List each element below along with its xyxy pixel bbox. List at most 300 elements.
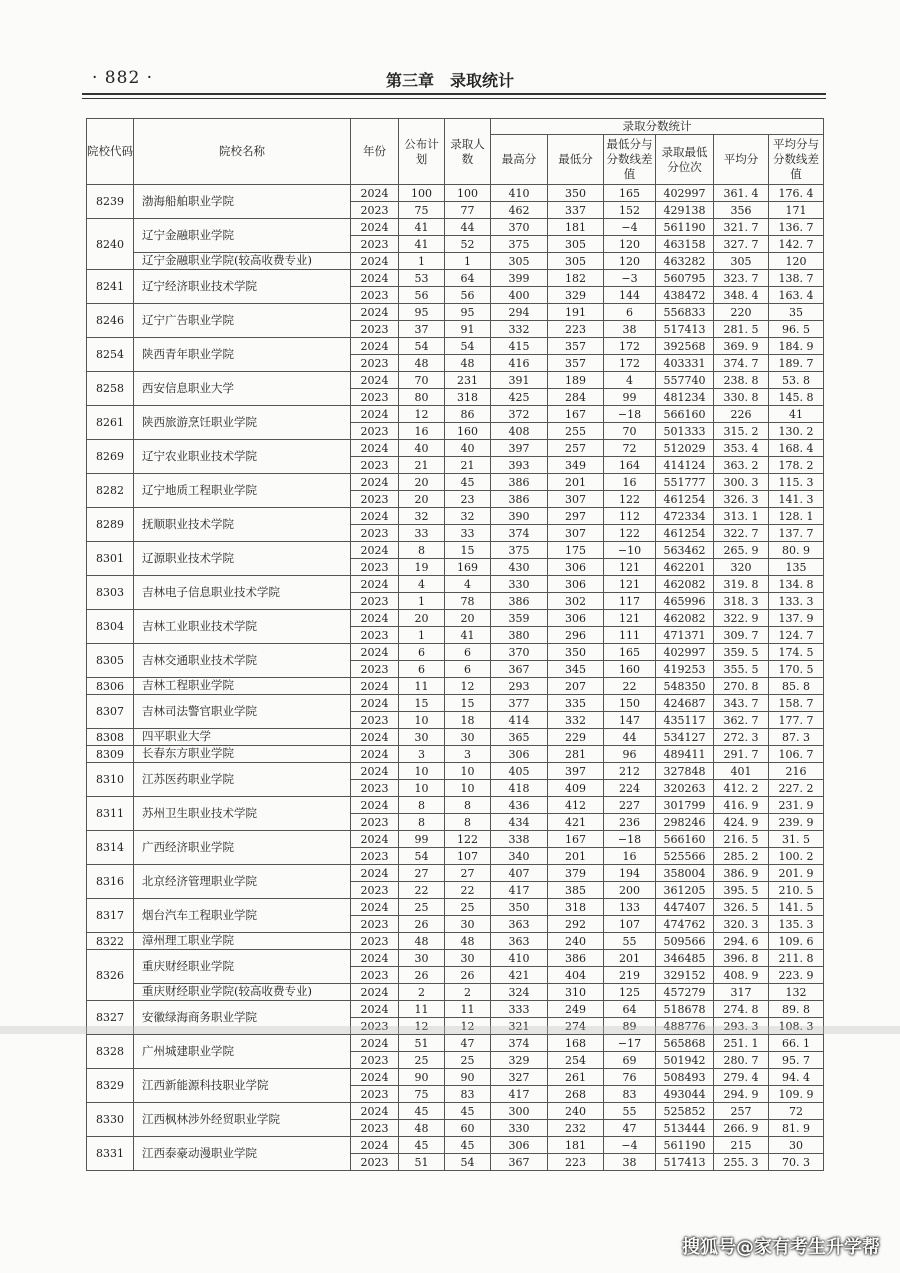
- cell-min: 189: [548, 372, 604, 389]
- cell-max: 306: [491, 746, 548, 763]
- cell-rank: 346485: [656, 950, 714, 967]
- cell-max: 321: [491, 1018, 548, 1035]
- cell-diff: 4: [604, 372, 656, 389]
- cell-plan: 1: [399, 627, 445, 644]
- cell-plan: 10: [399, 780, 445, 797]
- cell-rank: 566160: [656, 831, 714, 848]
- college-name: 陕西旅游烹饪职业学院: [134, 406, 351, 440]
- cell-max: 462: [491, 202, 548, 219]
- cell-max: 370: [491, 219, 548, 236]
- table-row: [87, 474, 824, 491]
- cell-max: 363: [491, 916, 548, 933]
- header-min: 最低分: [548, 135, 604, 185]
- cell-enrolled: 10: [445, 780, 491, 797]
- cell-avgdiff: 85. 8: [769, 678, 824, 695]
- cell-avg: 266. 9: [714, 1120, 769, 1137]
- cell-year: 2023: [351, 423, 399, 440]
- cell-year: 2023: [351, 1086, 399, 1103]
- table-row: [87, 440, 824, 457]
- cell-rank: 557740: [656, 372, 714, 389]
- cell-avgdiff: 128. 1: [769, 508, 824, 525]
- college-code: 8246: [87, 304, 134, 338]
- college-code: 8261: [87, 406, 134, 440]
- college-name: 安徽绿海商务职业学院: [134, 1001, 351, 1035]
- college-code: 8311: [87, 797, 134, 831]
- college-name: 辽宁金融职业学院(较高收费专业): [134, 253, 351, 270]
- cell-avg: 313. 1: [714, 508, 769, 525]
- cell-max: 414: [491, 712, 548, 729]
- cell-max: 390: [491, 508, 548, 525]
- cell-avg: 348. 4: [714, 287, 769, 304]
- cell-enrolled: 15: [445, 542, 491, 559]
- cell-avgdiff: 138. 7: [769, 270, 824, 287]
- table-row: [87, 729, 824, 746]
- cell-avgdiff: 158. 7: [769, 695, 824, 712]
- cell-enrolled: 54: [445, 1154, 491, 1171]
- cell-diff: 224: [604, 780, 656, 797]
- cell-year: 2024: [351, 474, 399, 491]
- cell-rank: 358004: [656, 865, 714, 882]
- cell-diff: 150: [604, 695, 656, 712]
- cell-avgdiff: 130. 2: [769, 423, 824, 440]
- cell-enrolled: 26: [445, 967, 491, 984]
- cell-avgdiff: 94. 4: [769, 1069, 824, 1086]
- cell-avgdiff: 135. 3: [769, 916, 824, 933]
- cell-plan: 8: [399, 814, 445, 831]
- table-row: [87, 746, 824, 763]
- cell-max: 363: [491, 933, 548, 950]
- cell-avg: 408. 9: [714, 967, 769, 984]
- cell-year: 2023: [351, 389, 399, 406]
- cell-year: 2024: [351, 338, 399, 355]
- cell-enrolled: 54: [445, 338, 491, 355]
- cell-diff: 111: [604, 627, 656, 644]
- cell-avgdiff: 145. 8: [769, 389, 824, 406]
- college-name: 烟台汽车工程职业学院: [134, 899, 351, 933]
- cell-min: 167: [548, 406, 604, 423]
- cell-min: 306: [548, 576, 604, 593]
- cell-avgdiff: 135: [769, 559, 824, 576]
- cell-rank: 556833: [656, 304, 714, 321]
- cell-year: 2023: [351, 627, 399, 644]
- cell-rank: 525566: [656, 848, 714, 865]
- cell-max: 374: [491, 1035, 548, 1052]
- cell-diff: 22: [604, 678, 656, 695]
- cell-avgdiff: 168. 4: [769, 440, 824, 457]
- cell-rank: 462082: [656, 576, 714, 593]
- cell-avg: 416. 9: [714, 797, 769, 814]
- header-name: 院校名称: [134, 119, 351, 185]
- cell-year: 2024: [351, 576, 399, 593]
- cell-diff: 147: [604, 712, 656, 729]
- header-plan: 公布计划: [399, 119, 445, 185]
- source-watermark: 搜狐号@家有考生升学帮: [682, 1237, 880, 1258]
- page-number: · 882 ·: [92, 68, 154, 88]
- cell-diff: 165: [604, 185, 656, 202]
- cell-avgdiff: 133. 3: [769, 593, 824, 610]
- cell-max: 425: [491, 389, 548, 406]
- cell-diff: 89: [604, 1018, 656, 1035]
- cell-min: 249: [548, 1001, 604, 1018]
- cell-enrolled: 15: [445, 695, 491, 712]
- cell-avg: 319. 8: [714, 576, 769, 593]
- cell-enrolled: 90: [445, 1069, 491, 1086]
- table-row: [87, 1137, 824, 1154]
- cell-year: 2023: [351, 967, 399, 984]
- cell-plan: 19: [399, 559, 445, 576]
- cell-rank: 463282: [656, 253, 714, 270]
- cell-diff: 107: [604, 916, 656, 933]
- cell-enrolled: 78: [445, 593, 491, 610]
- cell-year: 2023: [351, 780, 399, 797]
- cell-max: 375: [491, 542, 548, 559]
- cell-plan: 48: [399, 933, 445, 950]
- cell-rank: 298246: [656, 814, 714, 831]
- cell-max: 372: [491, 406, 548, 423]
- cell-plan: 12: [399, 1018, 445, 1035]
- college-name: 苏州卫生职业技术学院: [134, 797, 351, 831]
- college-code: 8327: [87, 1001, 134, 1035]
- cell-avgdiff: 137. 7: [769, 525, 824, 542]
- cell-avg: 317: [714, 984, 769, 1001]
- cell-avgdiff: 35: [769, 304, 824, 321]
- cell-diff: 38: [604, 1154, 656, 1171]
- cell-plan: 99: [399, 831, 445, 848]
- cell-avg: 401: [714, 763, 769, 780]
- cell-rank: 517413: [656, 1154, 714, 1171]
- cell-plan: 70: [399, 372, 445, 389]
- cell-avgdiff: 109. 9: [769, 1086, 824, 1103]
- cell-rank: 472334: [656, 508, 714, 525]
- cell-rank: 566160: [656, 406, 714, 423]
- college-name: 吉林交通职业技术学院: [134, 644, 351, 678]
- cell-avgdiff: 30: [769, 1137, 824, 1154]
- college-name: 江苏医药职业学院: [134, 763, 351, 797]
- college-name: 吉林司法警官职业学院: [134, 695, 351, 729]
- college-code: 8305: [87, 644, 134, 678]
- cell-rank: 518678: [656, 1001, 714, 1018]
- cell-avg: 330. 8: [714, 389, 769, 406]
- cell-plan: 33: [399, 525, 445, 542]
- cell-rank: 435117: [656, 712, 714, 729]
- cell-rank: 465996: [656, 593, 714, 610]
- cell-rank: 320263: [656, 780, 714, 797]
- cell-enrolled: 45: [445, 474, 491, 491]
- cell-avgdiff: 170. 5: [769, 661, 824, 678]
- cell-avg: 238. 8: [714, 372, 769, 389]
- cell-year: 2024: [351, 219, 399, 236]
- cell-max: 405: [491, 763, 548, 780]
- cell-min: 357: [548, 338, 604, 355]
- cell-rank: 501942: [656, 1052, 714, 1069]
- cell-min: 306: [548, 559, 604, 576]
- college-code: 8310: [87, 763, 134, 797]
- cell-diff: 236: [604, 814, 656, 831]
- cell-rank: 525852: [656, 1103, 714, 1120]
- cell-avg: 361. 4: [714, 185, 769, 202]
- cell-max: 374: [491, 525, 548, 542]
- cell-enrolled: 231: [445, 372, 491, 389]
- cell-year: 2023: [351, 559, 399, 576]
- cell-year: 2024: [351, 253, 399, 270]
- cell-enrolled: 25: [445, 1052, 491, 1069]
- cell-diff: 125: [604, 984, 656, 1001]
- cell-diff: 122: [604, 525, 656, 542]
- cell-enrolled: 18: [445, 712, 491, 729]
- cell-max: 407: [491, 865, 548, 882]
- cell-max: 306: [491, 1137, 548, 1154]
- cell-diff: 44: [604, 729, 656, 746]
- cell-min: 335: [548, 695, 604, 712]
- cell-avgdiff: 89. 8: [769, 1001, 824, 1018]
- cell-rank: 501333: [656, 423, 714, 440]
- cell-max: 333: [491, 1001, 548, 1018]
- cell-plan: 26: [399, 967, 445, 984]
- cell-max: 305: [491, 253, 548, 270]
- cell-min: 404: [548, 967, 604, 984]
- cell-year: 2024: [351, 1001, 399, 1018]
- cell-max: 370: [491, 644, 548, 661]
- cell-enrolled: 52: [445, 236, 491, 253]
- table-row: [87, 406, 824, 423]
- cell-min: 349: [548, 457, 604, 474]
- cell-year: 2023: [351, 491, 399, 508]
- cell-year: 2024: [351, 695, 399, 712]
- cell-enrolled: 4: [445, 576, 491, 593]
- cell-rank: 327848: [656, 763, 714, 780]
- cell-enrolled: 23: [445, 491, 491, 508]
- cell-min: 168: [548, 1035, 604, 1052]
- cell-diff: 83: [604, 1086, 656, 1103]
- cell-rank: 424687: [656, 695, 714, 712]
- college-name: 渤海船舶职业学院: [134, 185, 351, 219]
- cell-max: 359: [491, 610, 548, 627]
- cell-plan: 12: [399, 406, 445, 423]
- cell-plan: 48: [399, 355, 445, 372]
- table-row: [87, 950, 824, 967]
- cell-min: 240: [548, 1103, 604, 1120]
- cell-enrolled: 77: [445, 202, 491, 219]
- cell-max: 377: [491, 695, 548, 712]
- cell-rank: 474762: [656, 916, 714, 933]
- cell-plan: 11: [399, 1001, 445, 1018]
- cell-avg: 309. 7: [714, 627, 769, 644]
- cell-diff: 76: [604, 1069, 656, 1086]
- cell-rank: 560795: [656, 270, 714, 287]
- cell-year: 2023: [351, 1120, 399, 1137]
- cell-year: 2024: [351, 950, 399, 967]
- cell-plan: 1: [399, 593, 445, 610]
- cell-year: 2024: [351, 763, 399, 780]
- cell-rank: 471371: [656, 627, 714, 644]
- cell-diff: 144: [604, 287, 656, 304]
- cell-enrolled: 83: [445, 1086, 491, 1103]
- cell-enrolled: 60: [445, 1120, 491, 1137]
- cell-avgdiff: 184. 9: [769, 338, 824, 355]
- cell-avg: 293. 3: [714, 1018, 769, 1035]
- cell-max: 386: [491, 593, 548, 610]
- cell-plan: 30: [399, 950, 445, 967]
- cell-rank: 447407: [656, 899, 714, 916]
- table-row: [87, 270, 824, 287]
- cell-avgdiff: 108. 3: [769, 1018, 824, 1035]
- cell-year: 2024: [351, 542, 399, 559]
- cell-enrolled: 6: [445, 661, 491, 678]
- cell-diff: 47: [604, 1120, 656, 1137]
- cell-avgdiff: 124. 7: [769, 627, 824, 644]
- college-code: 8239: [87, 185, 134, 219]
- cell-min: 307: [548, 491, 604, 508]
- cell-year: 2024: [351, 610, 399, 627]
- cell-year: 2024: [351, 1103, 399, 1120]
- cell-year: 2024: [351, 372, 399, 389]
- cell-plan: 25: [399, 1052, 445, 1069]
- cell-avgdiff: 136. 7: [769, 219, 824, 236]
- table-row: [87, 831, 824, 848]
- admission-table: [86, 118, 824, 1171]
- cell-max: 332: [491, 321, 548, 338]
- cell-avgdiff: 72: [769, 1103, 824, 1120]
- header-rule: [82, 93, 826, 95]
- cell-diff: 16: [604, 848, 656, 865]
- header-avgdiff: 平均分与分数线差值: [769, 135, 824, 185]
- cell-min: 379: [548, 865, 604, 882]
- cell-diff: −3: [604, 270, 656, 287]
- college-name: 江西新能源科技职业学院: [134, 1069, 351, 1103]
- cell-avg: 322. 9: [714, 610, 769, 627]
- cell-plan: 90: [399, 1069, 445, 1086]
- cell-min: 412: [548, 797, 604, 814]
- cell-rank: 512029: [656, 440, 714, 457]
- header-avg: 平均分: [714, 135, 769, 185]
- cell-enrolled: 25: [445, 899, 491, 916]
- cell-diff: 121: [604, 559, 656, 576]
- cell-rank: 489411: [656, 746, 714, 763]
- header-diff: 最低分与分数线差值: [604, 135, 656, 185]
- cell-avgdiff: 176. 4: [769, 185, 824, 202]
- cell-rank: 403331: [656, 355, 714, 372]
- table-row: [87, 1001, 824, 1018]
- cell-plan: 32: [399, 508, 445, 525]
- cell-diff: 201: [604, 950, 656, 967]
- cell-avg: 274. 8: [714, 1001, 769, 1018]
- cell-avg: 291. 7: [714, 746, 769, 763]
- college-code: 8326: [87, 950, 134, 1001]
- college-name: 吉林电子信息职业技术学院: [134, 576, 351, 610]
- cell-diff: 121: [604, 576, 656, 593]
- cell-avgdiff: 115. 3: [769, 474, 824, 491]
- college-name: 辽宁农业职业技术学院: [134, 440, 351, 474]
- cell-avg: 424. 9: [714, 814, 769, 831]
- college-name: 重庆财经职业学院(较高收费专业): [134, 984, 351, 1001]
- cell-rank: 461254: [656, 525, 714, 542]
- cell-min: 257: [548, 440, 604, 457]
- cell-max: 327: [491, 1069, 548, 1086]
- college-code: 8306: [87, 678, 134, 695]
- cell-avg: 280. 7: [714, 1052, 769, 1069]
- college-name: 辽宁地质工程职业学院: [134, 474, 351, 508]
- cell-min: 181: [548, 219, 604, 236]
- cell-avgdiff: 178. 2: [769, 457, 824, 474]
- college-name: 陕西青年职业学院: [134, 338, 351, 372]
- college-code: 8317: [87, 899, 134, 933]
- cell-rank: 438472: [656, 287, 714, 304]
- cell-max: 399: [491, 270, 548, 287]
- cell-min: 296: [548, 627, 604, 644]
- cell-max: 329: [491, 1052, 548, 1069]
- cell-enrolled: 95: [445, 304, 491, 321]
- cell-diff: 6: [604, 304, 656, 321]
- college-code: 8240: [87, 219, 134, 270]
- cell-min: 268: [548, 1086, 604, 1103]
- cell-diff: 194: [604, 865, 656, 882]
- cell-rank: 563462: [656, 542, 714, 559]
- cell-plan: 10: [399, 712, 445, 729]
- cell-max: 408: [491, 423, 548, 440]
- table-row: [87, 219, 824, 236]
- cell-min: 292: [548, 916, 604, 933]
- cell-plan: 6: [399, 644, 445, 661]
- cell-year: 2024: [351, 406, 399, 423]
- cell-max: 375: [491, 236, 548, 253]
- cell-avgdiff: 141. 5: [769, 899, 824, 916]
- cell-diff: 200: [604, 882, 656, 899]
- header-rule-thin: [82, 98, 826, 99]
- cell-year: 2024: [351, 185, 399, 202]
- cell-avg: 315. 2: [714, 423, 769, 440]
- cell-plan: 1: [399, 253, 445, 270]
- cell-max: 380: [491, 627, 548, 644]
- cell-max: 417: [491, 882, 548, 899]
- college-name: 辽宁金融职业学院: [134, 219, 351, 253]
- cell-year: 2023: [351, 882, 399, 899]
- cell-diff: 70: [604, 423, 656, 440]
- cell-enrolled: 47: [445, 1035, 491, 1052]
- cell-diff: 117: [604, 593, 656, 610]
- college-name: 江西泰豪动漫职业学院: [134, 1137, 351, 1171]
- cell-plan: 45: [399, 1103, 445, 1120]
- table-row: [87, 865, 824, 882]
- cell-avgdiff: 137. 9: [769, 610, 824, 627]
- table-row: [87, 763, 824, 780]
- college-name: 广州城建职业学院: [134, 1035, 351, 1069]
- cell-plan: 6: [399, 661, 445, 678]
- cell-rank: 402997: [656, 185, 714, 202]
- table-row: [87, 372, 824, 389]
- cell-min: 201: [548, 848, 604, 865]
- cell-plan: 45: [399, 1137, 445, 1154]
- cell-diff: 120: [604, 253, 656, 270]
- cell-plan: 75: [399, 202, 445, 219]
- cell-year: 2023: [351, 1018, 399, 1035]
- cell-rank: 509566: [656, 933, 714, 950]
- cell-plan: 51: [399, 1035, 445, 1052]
- cell-year: 2024: [351, 304, 399, 321]
- cell-plan: 53: [399, 270, 445, 287]
- table-row: [87, 899, 824, 916]
- cell-plan: 95: [399, 304, 445, 321]
- cell-year: 2024: [351, 508, 399, 525]
- cell-min: 337: [548, 202, 604, 219]
- college-code: 8241: [87, 270, 134, 304]
- cell-avg: 369. 9: [714, 338, 769, 355]
- cell-year: 2023: [351, 1154, 399, 1171]
- cell-plan: 51: [399, 1154, 445, 1171]
- cell-min: 182: [548, 270, 604, 287]
- cell-rank: 301799: [656, 797, 714, 814]
- cell-enrolled: 12: [445, 1018, 491, 1035]
- cell-avgdiff: 163. 4: [769, 287, 824, 304]
